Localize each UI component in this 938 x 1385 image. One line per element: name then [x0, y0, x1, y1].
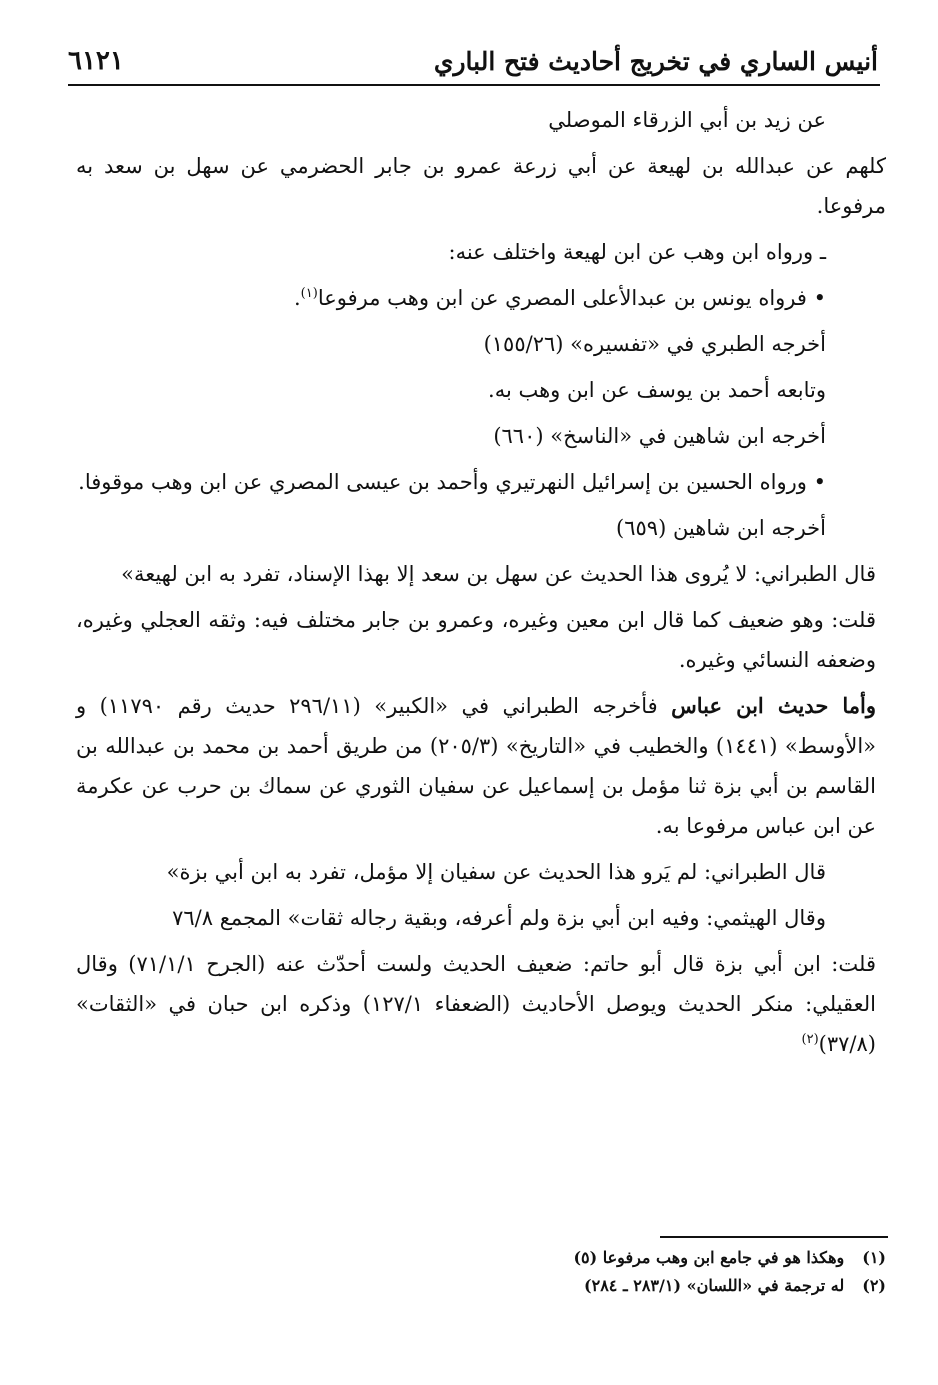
footnote-number: (١)	[862, 1248, 886, 1267]
paragraph-end: .	[293, 286, 301, 310]
paragraph: أخرجه ابن شاهين (٦٥٩)	[616, 516, 826, 540]
paragraph-text: قلت: ابن أبي بزة قال أبو حاتم: ضعيف الحديث ولست أحدّث عنه (الجرح ٧١/١/١) وقال العقيلي: منكر الحديث ويوصل الأحاديث (الضعفاء ١٢٧/١) وذكره ابن حبان في «الثقات» (٣٧/٨)	[76, 952, 876, 1056]
paragraph: • ورواه الحسين بن إسرائيل النهرتيري وأحمد بن عيسى المصري عن ابن وهب موقوفا.	[78, 470, 826, 494]
running-title: أنيس الساري في تخريج أحاديث فتح الباري	[433, 46, 878, 76]
paragraph: وقال الهيثمي: وفيه ابن أبي بزة ولم أعرفه، وبقية رجاله ثقات» المجمع ٧٦/٨	[172, 906, 826, 930]
footnote-number: (٢)	[862, 1276, 886, 1295]
paragraph: ـ ورواه ابن وهب عن ابن لهيعة واختلف عنه:	[448, 240, 826, 264]
footnote-text: له ترجمة في «اللسان» (٢٨٣/١ ـ ٢٨٤)	[584, 1276, 845, 1295]
footnote-ref[interactable]: (٢)	[801, 1032, 819, 1047]
section-lead: وأما حديث ابن عباس	[671, 693, 876, 718]
paragraph	[76, 686, 886, 846]
paragraph: أخرجه الطبري في «تفسيره» (١٥٥/٢٦)	[483, 332, 826, 356]
footnote-rule	[660, 1236, 888, 1238]
footnote-text: وهكذا هو في جامع ابن وهب مرفوعا (٥)	[573, 1248, 845, 1267]
paragraph: قال الطبراني: لا يُروى هذا الحديث عن سهل بن سعد إلا بهذا الإسناد، تفرد به ابن لهيعة»	[121, 562, 876, 586]
footnotes	[300, 1244, 886, 1300]
main-text	[76, 100, 886, 1070]
paragraph	[76, 944, 886, 1064]
paragraph: قال الطبراني: لم يَرو هذا الحديث عن سفيان إلا مؤمل، تفرد به ابن أبي بزة»	[166, 860, 826, 884]
footnote	[300, 1244, 886, 1272]
paragraph-text: فأخرجه الطبراني في «الكبير» (٢٩٦/١١ حديث رقم ١١٧٩٠) و «الأوسط» (١٤٤١) والخطيب في «التاريخ» (٢٠٥/٣) من طريق أحمد بن محمد بن عبدالله بن القاسم بن أبي بزة ثنا مؤمل بن إسماعيل عن سفيان الثوري عن سماك بن حرب عن عكرمة عن ابن عباس مرفوعا به.	[76, 694, 877, 838]
paragraph: قلت: وهو ضعيف كما قال ابن معين وغيره، وعمرو بن جابر مختلف فيه: وثقه العجلي وغيره، وضعفه النسائي وغيره.	[76, 608, 876, 672]
paragraph: عن زيد بن أبي الزرقاء الموصلي	[548, 108, 826, 132]
paragraph-text: • فرواه يونس بن عبدالأعلى المصري عن ابن وهب مرفوعا	[317, 286, 826, 310]
paragraph	[76, 278, 886, 318]
page-header	[68, 38, 878, 84]
paragraph: أخرجه ابن شاهين في «الناسخ» (٦٦٠)	[493, 424, 826, 448]
footnote	[300, 1272, 886, 1300]
paragraph: كلهم عن عبدالله بن لهيعة عن أبي زرعة عمرو بن جابر الحضرمي عن سهل بن سعد به مرفوعا.	[76, 154, 886, 218]
paragraph: وتابعه أحمد بن يوسف عن ابن وهب به.	[488, 378, 826, 402]
footnote-ref[interactable]: (١)	[300, 286, 318, 301]
header-rule	[68, 84, 880, 86]
page-number: ٦١٢١	[68, 46, 124, 76]
